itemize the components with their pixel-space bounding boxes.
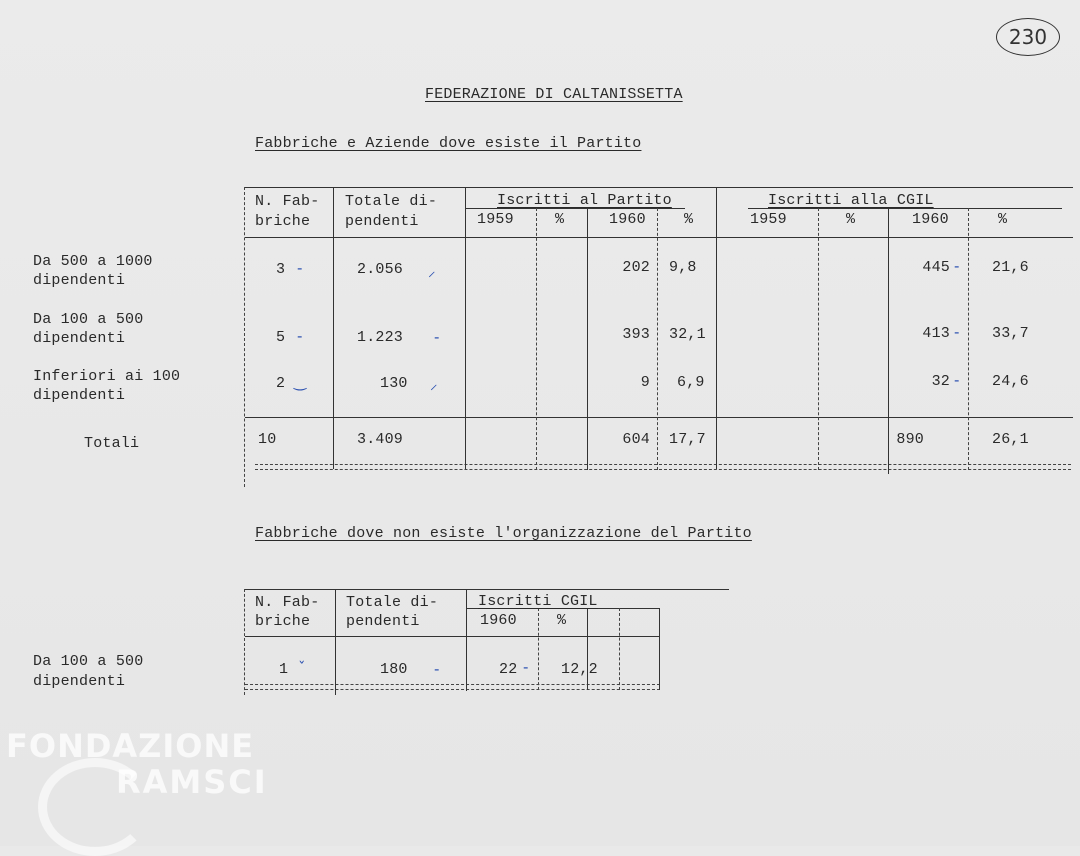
table1-header-rule — [245, 237, 1073, 238]
check-mark-icon: - — [954, 257, 960, 275]
table2-header-tot-line1: Totale di- — [346, 594, 439, 611]
table2-subtitle: Fabbriche dove non esiste l'organizzazione del Partito — [255, 525, 752, 542]
document-title: FEDERAZIONE DI CALTANISSETTA — [425, 86, 683, 103]
table1-header-fab-line1: N. Fab- — [255, 193, 320, 210]
row-dipendenti: 180 — [380, 661, 408, 678]
table1-header-partito: Iscritti al Partito — [497, 192, 672, 209]
check-mark-icon: - — [434, 660, 440, 678]
row-dipendenti: 130 — [380, 375, 408, 392]
row-label-line2: dipendenti — [33, 387, 126, 404]
row-cgil-1960: 22 — [499, 661, 518, 678]
row-fabbriche: 5 — [276, 329, 286, 346]
table2-vrule-left — [244, 589, 245, 695]
totals-cgil-1960: 890 — [896, 431, 924, 448]
table2-vrule-tot — [466, 589, 467, 691]
row-fabbriche: 2 — [276, 375, 286, 392]
table1-header-cpct1959: % — [846, 211, 856, 228]
table1-header-ppct1960: % — [684, 211, 694, 228]
table1-top-rule — [245, 187, 1073, 188]
totals-partito-pct: 17,7 — [669, 431, 706, 448]
table2-vrule-c1 — [538, 608, 539, 690]
row-partito-pct: 32,1 — [669, 326, 706, 343]
table1-vrule-mid — [716, 187, 717, 469]
table2-top-rule — [245, 589, 729, 590]
table2-header-rule — [245, 636, 660, 637]
table1-subtitle: Fabbriche e Aziende dove esiste il Partito — [255, 135, 642, 152]
totals-fabbriche: 10 — [258, 431, 277, 448]
table1-header-fab-line2: briche — [255, 213, 311, 230]
table1-vrule-p3 — [657, 208, 658, 470]
check-mark-icon: ˇ — [298, 659, 306, 677]
table2-vrule-right — [659, 608, 660, 690]
row-label-line1: Da 100 a 500 — [33, 653, 144, 670]
table1-header-p1959: 1959 — [477, 211, 514, 228]
check-mark-icon: ⸝ — [428, 262, 436, 280]
row-cgil-1960: 413 — [922, 325, 950, 342]
check-mark-icon: - — [297, 259, 303, 277]
check-mark-icon: - — [523, 658, 529, 676]
table1-totals-rule — [245, 417, 1073, 418]
row-partito-1960: 9 — [640, 374, 650, 391]
check-mark-icon: - — [954, 371, 960, 389]
table1-header-cpct1960: % — [998, 211, 1008, 228]
table1-header-c1959: 1959 — [750, 211, 787, 228]
table2-header-cgil: Iscritti CGIL — [478, 593, 598, 610]
table1-header-cgil: Iscritti alla CGIL — [768, 192, 934, 209]
check-mark-icon: - — [434, 328, 440, 346]
watermark-line1: FONDAZIONE — [6, 727, 255, 765]
row-label-line2: dipendenti — [33, 330, 126, 347]
table1-vrule-left — [244, 187, 245, 487]
table1-header-p1960: 1960 — [609, 211, 646, 228]
row-cgil-pct: 33,7 — [992, 325, 1029, 342]
row-label-line1: Inferiori ai 100 — [33, 368, 181, 385]
table1-vrule-c3 — [968, 208, 969, 470]
table1-vrule-c1 — [818, 208, 819, 470]
totals-dipendenti: 3.409 — [357, 431, 404, 448]
row-fabbriche: 3 — [276, 261, 286, 278]
table2-vrule-fab — [335, 589, 336, 695]
totals-partito-1960: 604 — [622, 431, 650, 448]
totals-label: Totali — [84, 435, 140, 452]
check-mark-icon: - — [297, 327, 303, 345]
table2-header-fab-line2: briche — [255, 613, 311, 630]
row-label-line2: dipendenti — [33, 272, 126, 289]
table2-vrule-c3 — [619, 608, 620, 690]
row-cgil-pct: 12,2 — [561, 661, 598, 678]
totals-cgil-pct: 26,1 — [992, 431, 1029, 448]
check-mark-icon: ⸝ — [430, 375, 438, 393]
row-label-line2: dipendenti — [33, 673, 126, 690]
table1-vrule-p1 — [536, 208, 537, 470]
row-partito-pct: 6,9 — [677, 374, 705, 391]
row-label-line1: Da 100 a 500 — [33, 311, 144, 328]
check-mark-icon: - — [954, 323, 960, 341]
table2-header-fab-line1: N. Fab- — [255, 594, 320, 611]
row-cgil-1960: 32 — [931, 373, 950, 390]
check-mark-icon: ‿ — [294, 373, 307, 391]
row-fabbriche: 1 — [279, 661, 289, 678]
table1-vrule-tot — [465, 187, 466, 469]
row-cgil-pct: 24,6 — [992, 373, 1029, 390]
row-partito-1960: 393 — [622, 326, 650, 343]
table2-bottom-rule — [245, 684, 660, 690]
row-dipendenti: 1.223 — [357, 329, 404, 346]
watermark-line2: RAMSCI — [116, 763, 268, 801]
table1-bottom-rule — [255, 464, 1071, 470]
table2-header-tot-line2: pendenti — [346, 613, 420, 630]
table1-vrule-p2 — [587, 208, 588, 470]
row-cgil-1960: 445 — [922, 259, 950, 276]
table1-header-ppct1959: % — [555, 211, 565, 228]
table2-header-cpct: % — [557, 612, 567, 629]
row-cgil-pct: 21,6 — [992, 259, 1029, 276]
table1-header-tot-line1: Totale di- — [345, 193, 438, 210]
row-partito-pct: 9,8 — [669, 259, 697, 276]
table1-header-c1960: 1960 — [912, 211, 949, 228]
row-label-line1: Da 500 a 1000 — [33, 253, 153, 270]
table2-header-c1960: 1960 — [480, 612, 517, 629]
row-dipendenti: 2.056 — [357, 261, 404, 278]
table1-vrule-fab — [333, 187, 334, 469]
row-partito-1960: 202 — [622, 259, 650, 276]
page-number: 230 — [996, 18, 1060, 56]
table1-header-tot-line2: pendenti — [345, 213, 419, 230]
